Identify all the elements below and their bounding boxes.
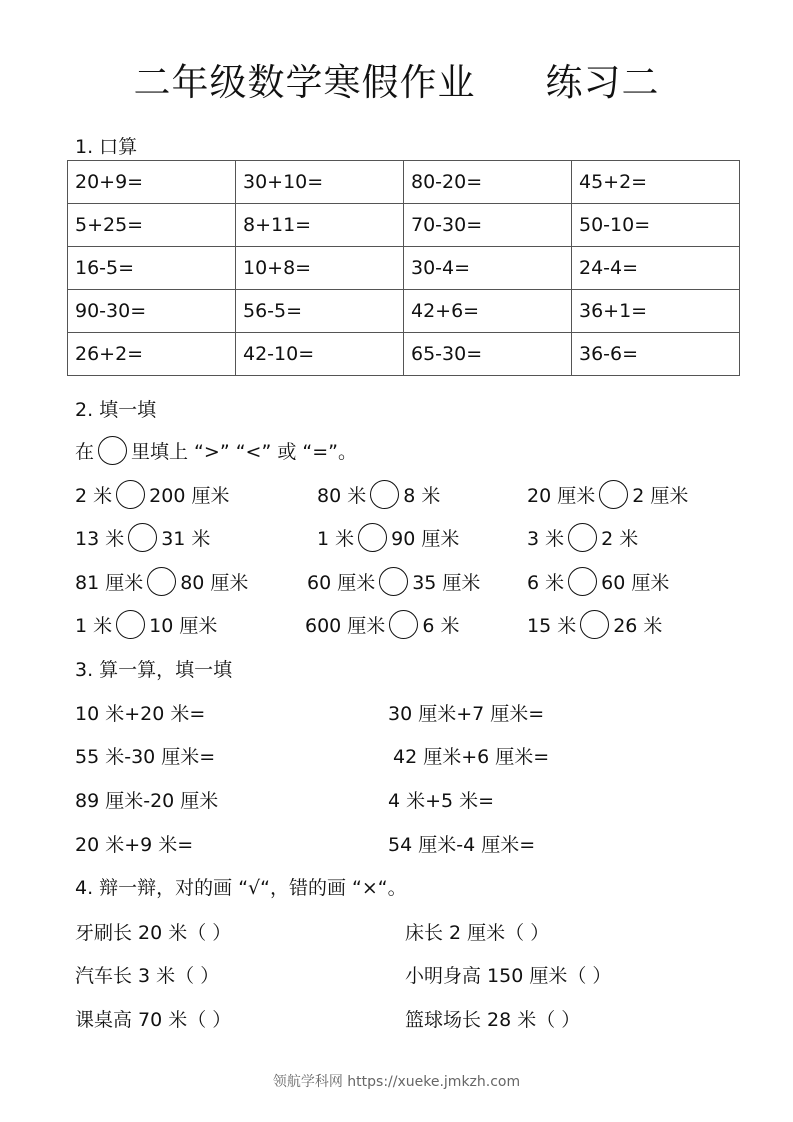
table-row [68,290,740,333]
judge-item: 牙刷长 20 米（ ） [75,922,232,944]
answer-circle-icon [98,436,127,465]
compare-item: 13 米 31 米 [75,524,210,552]
problem-item: 10 米+20 米= [75,703,206,725]
table-cell: 30-4= [404,247,572,290]
table-cell: 50-10= [572,204,740,247]
section-3-heading: 3. 算一算，填一填 [75,659,233,681]
table-cell: 45+2= [572,161,740,204]
answer-circle[interactable] [147,567,176,596]
problem-item: 4 米+5 米= [388,790,495,812]
compare-item: 80 米 8 米 [317,481,440,509]
compare-item: 60 厘米 35 厘米 [307,568,480,596]
compare-item: 20 厘米 2 厘米 [527,481,688,509]
table-cell: 24-4= [572,247,740,290]
compare-item: 15 米 26 米 [527,611,662,639]
table-cell: 30+10= [236,161,404,204]
compare-item: 3 米 2 米 [527,524,638,552]
table-cell: 36-6= [572,333,740,376]
problem-item: 42 厘米+6 厘米= [393,746,550,768]
section-4-heading: 4. 辩一辩，对的画 “√“，错的画 “×“。 [75,877,407,899]
table-cell: 42+6= [404,290,572,333]
table-cell: 16-5= [68,247,236,290]
answer-circle[interactable] [358,523,387,552]
problem-item: 20 米+9 米= [75,834,194,856]
judge-item: 篮球场长 28 米（ ） [405,1009,581,1031]
problem-item: 55 米-30 厘米= [75,746,216,768]
table-cell: 42-10= [236,333,404,376]
table-cell: 90-30= [68,290,236,333]
section-1-heading: 1. 口算 [75,136,138,158]
table-row [68,204,740,247]
table-cell: 65-30= [404,333,572,376]
table-row [68,333,740,376]
answer-circle[interactable] [568,523,597,552]
compare-item: 81 厘米 80 厘米 [75,568,248,596]
table-cell: 36+1= [572,290,740,333]
judge-item: 床长 2 厘米（ ） [405,922,550,944]
judge-item: 小明身高 150 厘米（ ） [405,965,612,987]
compare-item: 1 米 10 厘米 [75,611,217,639]
answer-circle[interactable] [128,523,157,552]
answer-circle[interactable] [599,480,628,509]
answer-circle[interactable] [568,567,597,596]
table-row [68,161,740,204]
section-2-instruction: 在 里填上 “>” “<” 或 “=”。 [75,437,357,465]
compare-item: 6 米 60 厘米 [527,568,669,596]
section-2-heading: 2. 填一填 [75,399,157,421]
table-cell: 26+2= [68,333,236,376]
table-cell: 56-5= [236,290,404,333]
table-row [68,247,740,290]
table-cell: 5+25= [68,204,236,247]
problem-item: 54 厘米-4 厘米= [388,834,536,856]
answer-circle[interactable] [116,480,145,509]
title-sub: 练习二 [545,61,660,104]
answer-circle[interactable] [370,480,399,509]
judge-item: 汽车长 3 米（ ） [75,965,220,987]
table-cell: 70-30= [404,204,572,247]
table-cell: 10+8= [236,247,404,290]
table-cell: 80-20= [404,161,572,204]
table-cell: 8+11= [236,204,404,247]
table-cell: 20+9= [68,161,236,204]
problem-item: 30 厘米+7 厘米= [388,703,545,725]
mental-arithmetic-table [67,160,740,376]
compare-item: 2 米 200 厘米 [75,481,229,509]
answer-circle[interactable] [379,567,408,596]
answer-circle[interactable] [389,610,418,639]
compare-item: 600 厘米 6 米 [305,611,459,639]
footer-watermark: 领航学科网 https://xueke.jmkzh.com [272,1074,521,1090]
problem-item: 89 厘米-20 厘米 [75,790,219,812]
page-title [0,52,793,106]
answer-circle[interactable] [116,610,145,639]
answer-circle[interactable] [580,610,609,639]
compare-item: 1 米 90 厘米 [317,524,459,552]
title-main: 二年级数学寒假作业 [133,61,476,104]
judge-item: 课桌高 70 米（ ） [75,1009,232,1031]
